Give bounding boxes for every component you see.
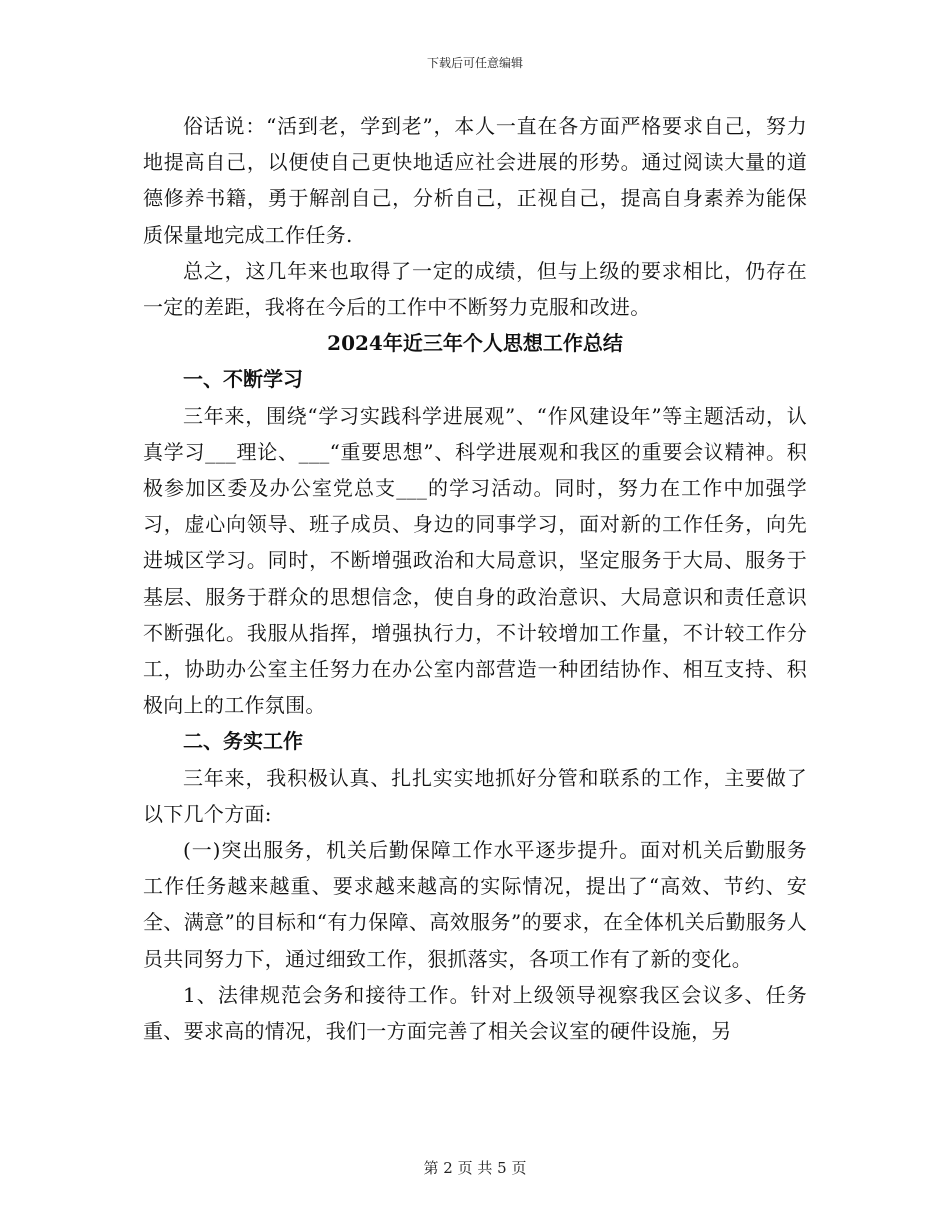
document-body (143, 108, 807, 1049)
section-title: 2024年近三年个人思想工作总结 (327, 331, 623, 356)
paragraph-summary: 总之，这几年来也取得了一定的成绩，但与上级的要求相比，仍存在一定的差距，我将在今后的工作中不断努力克服和改进。 (143, 258, 807, 320)
paragraph-service: (一)突出服务，机关后勤保障工作水平逐步提升。面对机关后勤服务工作任务越来越重、要求越来越高的实际情况，提出了“高效、节约、安全、满意”的目标和“有力保障、高效服务”的要求，在全体机关后勤服务人员共同努力下，通过细致工作，狠抓落实，各项工作有了新的变化。 (143, 838, 807, 971)
paragraph-learning: 三年来，围绕“学习实践科学进展观”、“作风建设年”等主题活动，认真学习___理论、___“重要思想”、科学进展观和我区的重要会议精神。积极参加区委及办公室党总支___的学习活动。同时，努力在工作中加强学习，虚心向领导、班子成员、身边的同事学习，面对新的工作任务，向先进城区学习。同时，不断增强政治和大局意识，坚定服务于大局、服务于基层、服务于群众的思想信念，使自身的政治意识、大局意识和责任意识不断强化。我服从指挥，增强执行力，不计较增加工作量，不计较工作分工，协助办公室主任努力在办公室内部营造一种团结协作、相互支持、积极向上的工作氛围。 (143, 403, 807, 718)
paragraph-work-intro: 三年来，我积极认真、扎扎实实地抓好分管和联系的工作，主要做了以下几个方面: (143, 765, 807, 826)
paragraph-self-improvement: 俗话说：“活到老，学到老”，本人一直在各方面严格要求自己，努力地提高自己，以便使自己更快地适应社会进展的形势。通过阅读大量的道德修养书籍，勇于解剖自己，分析自己，正视自己，提高自身素养为能保质保量地完成工作任务. (143, 114, 807, 247)
page-header: 下载后可任意编辑 (426, 56, 523, 70)
heading-continuous-learning: 一、不断学习 (183, 367, 303, 392)
page-footer: 第 2 页 共 5 页 (423, 1159, 527, 1177)
heading-practical-work: 二、务实工作 (183, 729, 303, 754)
paragraph-meetings: 1、法律规范会务和接待工作。针对上级领导视察我区会议多、任务重、要求高的情况，我们一方面完善了相关会议室的硬件设施，另 (143, 982, 807, 1044)
